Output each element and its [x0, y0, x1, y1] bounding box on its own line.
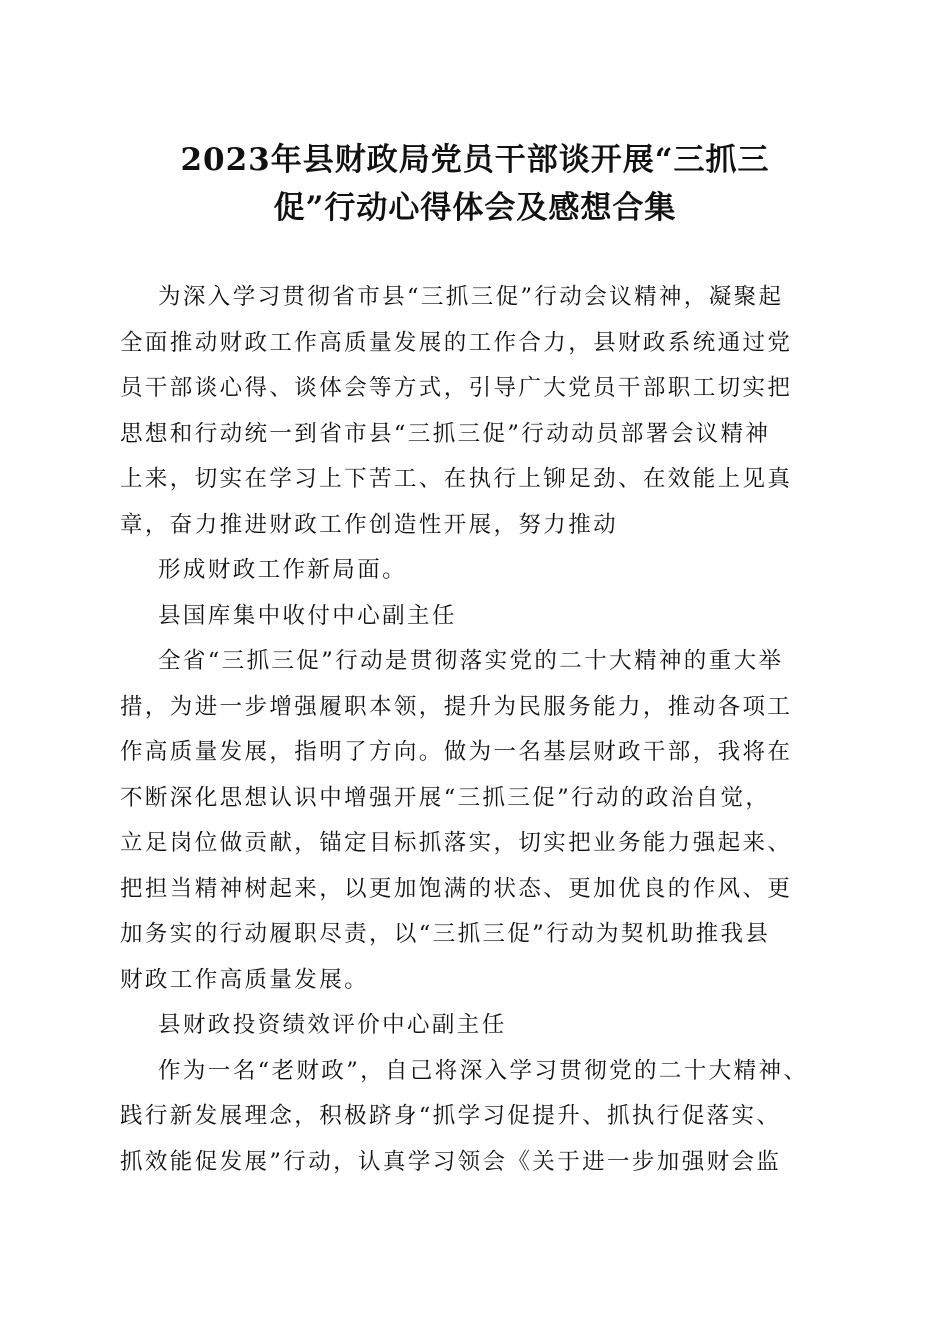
text-line: 抓效能促发展”行动，认真学习领会《关于进一步加强财会监	[120, 1148, 782, 1175]
text-line: 财政工作高质量发展。	[120, 966, 370, 993]
text-line: 思想和行动统一到省市县“三抓三促”行动动员部署会议精神	[120, 420, 771, 447]
title-line: 促”行动心得体会及感想合集	[273, 190, 677, 226]
document-body	[120, 275, 840, 1185]
text-line: 上来，切实在学习上下苦工、在执行上铆足劲、在效能上见真	[120, 466, 793, 492]
text-line: 为深入学习贯彻省市县“三抓三促”行动会议精神，凝聚起	[158, 284, 784, 310]
text-line: 全省“三抓三促”行动是贯彻落实党的二十大精神的重大举	[158, 648, 784, 674]
author-heading: 县国库集中收付中心副主任	[158, 602, 457, 629]
text-line: 全面推动财政工作高质量发展的工作合力，县财政系统通过党	[120, 329, 793, 356]
text-line: 加务实的行动履职尽责，以“三抓三促”行动为契机助推我县	[120, 921, 771, 947]
text-line: 章，奋力推进财政工作创造性开展，努力推动	[120, 511, 619, 538]
text-line: 践行新发展理念，积极跻身“抓学习促提升、抓执行促落实、	[120, 1103, 782, 1129]
document-title	[120, 136, 830, 232]
text-line: 不断深化思想认识中增强开展“三抓三促”行动的政治自觉，	[120, 784, 771, 811]
title-line: 2023年县财政局党员干部谈开展“三抓三	[180, 142, 770, 178]
author-heading: 县财政投资绩效评价中心副主任	[158, 1012, 507, 1038]
text-line: 措，为进一步增强履职本领，提升为民服务能力，推动各项工	[120, 693, 793, 720]
text-line: 立足岗位做贡献，锚定目标抓落实，切实把业务能力强起来、	[120, 830, 793, 856]
text-line: 形成财政工作新局面。	[158, 557, 408, 583]
text-line: 作为一名“老财政”，自己将深入学习贯彻党的二十大精神、	[158, 1057, 809, 1084]
text-line: 把担当精神树起来，以更加饱满的状态、更加优良的作风、更	[120, 875, 793, 902]
text-line: 作高质量发展，指明了方向。做为一名基层财政干部，我将在	[120, 739, 793, 765]
text-line: 员干部谈心得、谈体会等方式，引导广大党员干部职工切实把	[120, 375, 793, 401]
